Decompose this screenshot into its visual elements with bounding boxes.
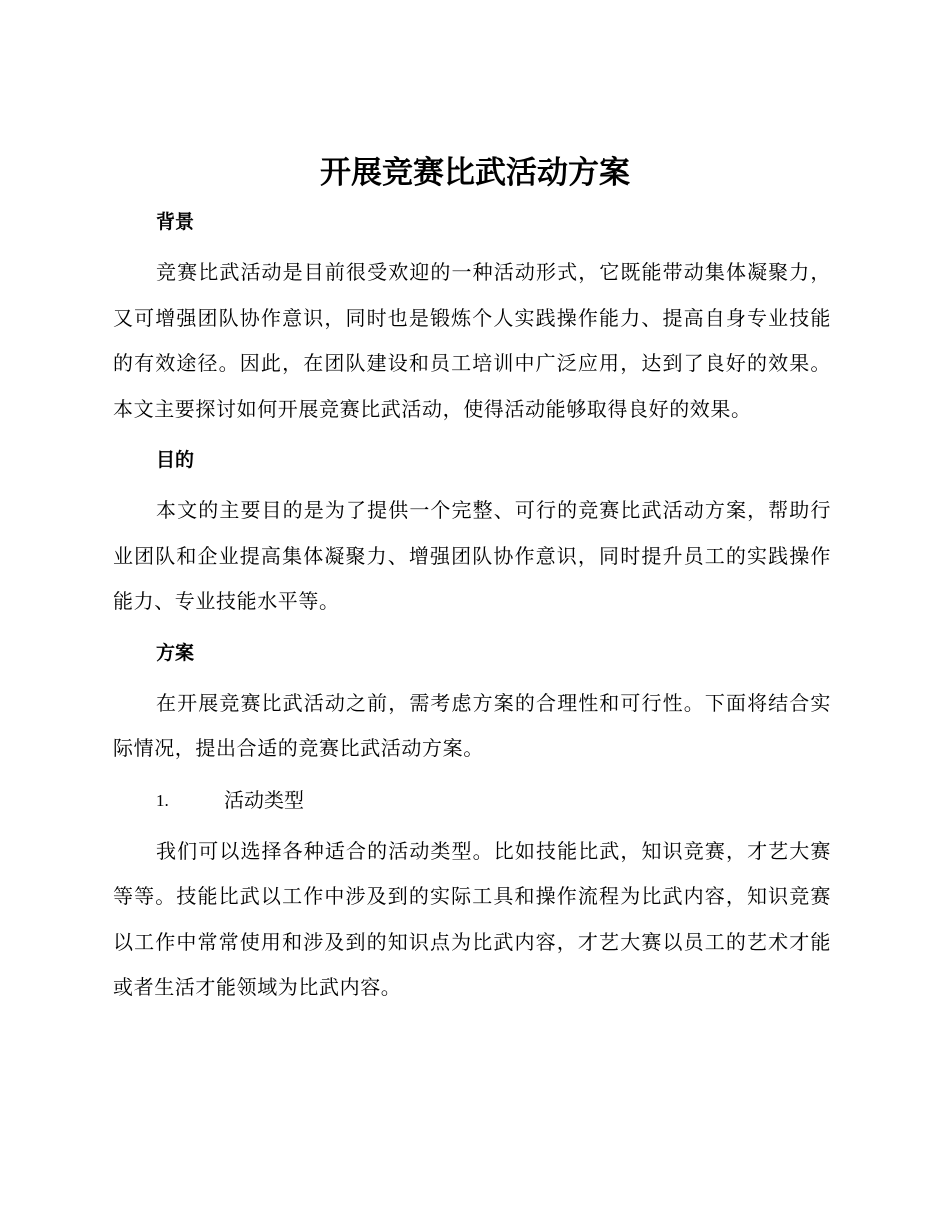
section-heading-plan: 方案	[156, 641, 195, 664]
list-item-title: 活动类型	[224, 787, 304, 812]
document-body	[113, 204, 831, 1011]
section-heading-purpose: 目的	[156, 449, 195, 471]
section-purpose	[113, 442, 831, 625]
paragraph-plan: 在开展竞赛比武活动之前，需考虑方案的合理性和可行性。下面将结合实际情况，提出合适的竞赛比武活动方案。	[113, 690, 831, 760]
list-item-activity-type	[113, 778, 831, 823]
paragraph-purpose: 本文的主要目的是为了提供一个完整、可行的竞赛比武活动方案，帮助行业团队和企业提高集体凝聚力、增强团队协作意识，同时提升员工的实践操作能力、专业技能水平等。	[113, 498, 831, 613]
document-title: 开展竞赛比武活动方案	[320, 155, 630, 191]
section-heading-background: 背景	[156, 211, 195, 233]
section-plan	[113, 635, 831, 1011]
paragraph-background: 竞赛比武活动是目前很受欢迎的一种活动形式，它既能带动集体凝聚力，又可增强团队协作意识，同时也是锻炼个人实践操作能力、提高自身专业技能的有效途径。因此，在团队建设和员工培训中广泛应用，达到了良好的效果。本文主要探讨如何开展竞赛比武活动，使得活动能够取得良好的效果。	[113, 260, 831, 421]
section-background	[113, 204, 831, 432]
list-item-number: 1.	[156, 790, 169, 810]
paragraph-activity-type: 我们可以选择各种适合的活动类型。比如技能比武，知识竞赛，才艺大赛等等。技能比武以工作中涉及到的实际工具和操作流程为比武内容，知识竞赛以工作中常常使用和涉及到的知识点为比武内容，才艺大赛以员工的艺术才能或者生活才能领域为比武内容。	[113, 838, 831, 999]
